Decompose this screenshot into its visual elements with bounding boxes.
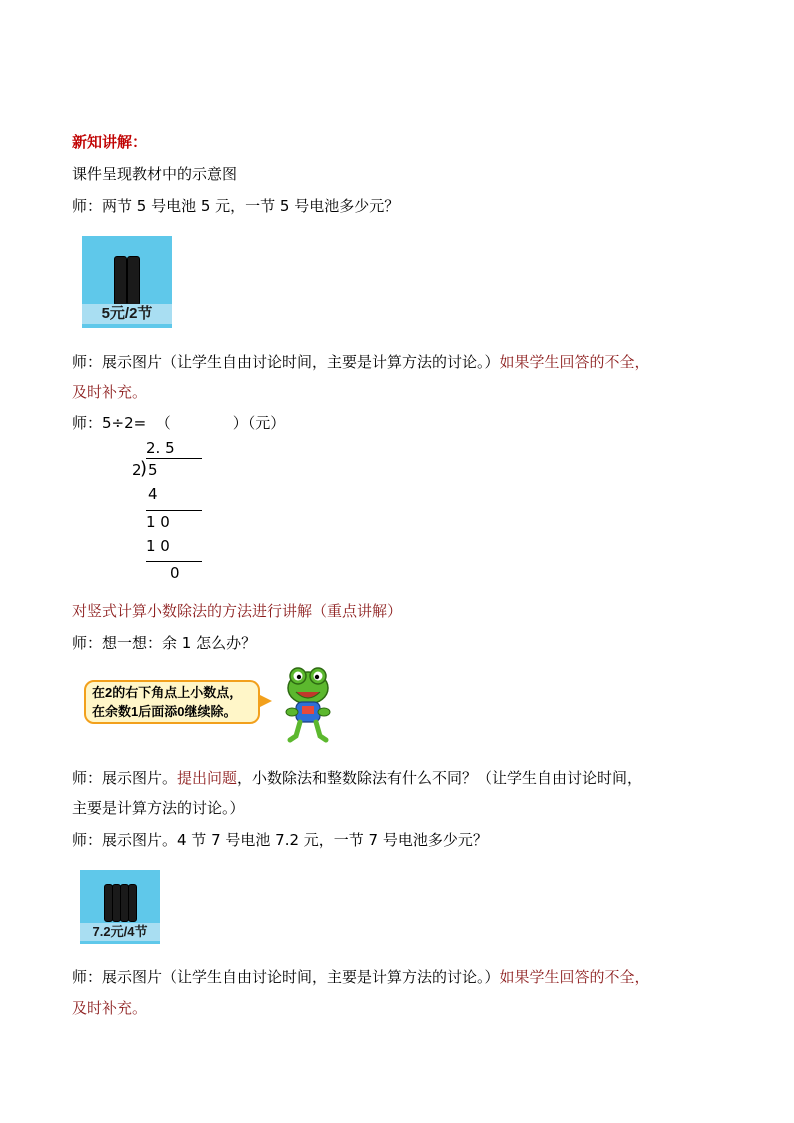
battery-icon <box>127 256 140 306</box>
bubble-line: 在余数1后面添0继续除。 <box>92 704 237 719</box>
paragraph-note: 及时补充。 <box>72 383 148 401</box>
division-step: 1 0 <box>146 537 170 555</box>
division-remainder: 0 <box>170 564 180 582</box>
division-bracket: ) <box>140 458 148 479</box>
paragraph-line <box>72 967 650 987</box>
text-line: 课件呈现教材中的示意图 <box>72 165 238 183</box>
paragraph-note: 及时补充。 <box>72 999 148 1017</box>
battery-icon <box>128 884 137 922</box>
equation-line: 师：5÷2= （ ）（元） <box>72 414 286 432</box>
division-step: 1 0 <box>146 513 170 531</box>
paragraph-text: ，小数除法和整数除法有什么不同？（让学生自由讨论时间， <box>237 769 643 787</box>
text-line: 师：两节 5 号电池 5 元，一节 5 号电池多少元？ <box>72 197 400 215</box>
paragraph-text: 师：展示图片（让学生自由讨论时间，主要是计算方法的讨论。） <box>72 353 500 371</box>
paragraph-text: 师：展示图片（让学生自由讨论时间，主要是计算方法的讨论。） <box>72 968 500 986</box>
text-line: 对竖式计算小数除法的方法进行讲解（重点讲解） <box>72 602 403 620</box>
bubble-line: 在2的右下角点上小数点， <box>92 685 243 700</box>
paragraph-line: 主要是计算方法的讨论。） <box>72 799 245 817</box>
bubble-tail <box>258 694 272 708</box>
division-step: 4 <box>148 485 158 503</box>
battery-image-5-yuan <box>82 236 172 328</box>
division-bar <box>146 458 202 459</box>
image-label: 7.2元/4节 <box>80 923 160 941</box>
division-quotient: 2. 5 <box>146 439 175 457</box>
paragraph-text: 师：展示图片。 <box>72 769 178 787</box>
paragraph-note: 如果学生回答的不全， <box>499 968 650 986</box>
division-rule <box>146 561 202 562</box>
paragraph-line <box>72 768 642 788</box>
battery-image-7-2-yuan <box>80 870 160 944</box>
paragraph-note: 提出问题 <box>177 769 238 787</box>
frog-mascot-icon <box>282 666 334 744</box>
text-line: 师：想一想：余 1 怎么办？ <box>72 634 257 652</box>
section-heading: 新知讲解： <box>72 133 148 151</box>
paragraph-line <box>72 352 650 372</box>
division-dividend: 5 <box>148 461 158 479</box>
division-divisor: 2 <box>132 461 142 479</box>
battery-icon <box>114 256 127 306</box>
division-rule <box>146 510 202 511</box>
speech-bubble <box>84 680 260 724</box>
image-label: 5元/2节 <box>82 304 172 324</box>
text-line: 师：展示图片。4 节 7 号电池 7.2 元，一节 7 号电池多少元？ <box>72 831 488 849</box>
paragraph-note: 如果学生回答的不全， <box>499 353 650 371</box>
